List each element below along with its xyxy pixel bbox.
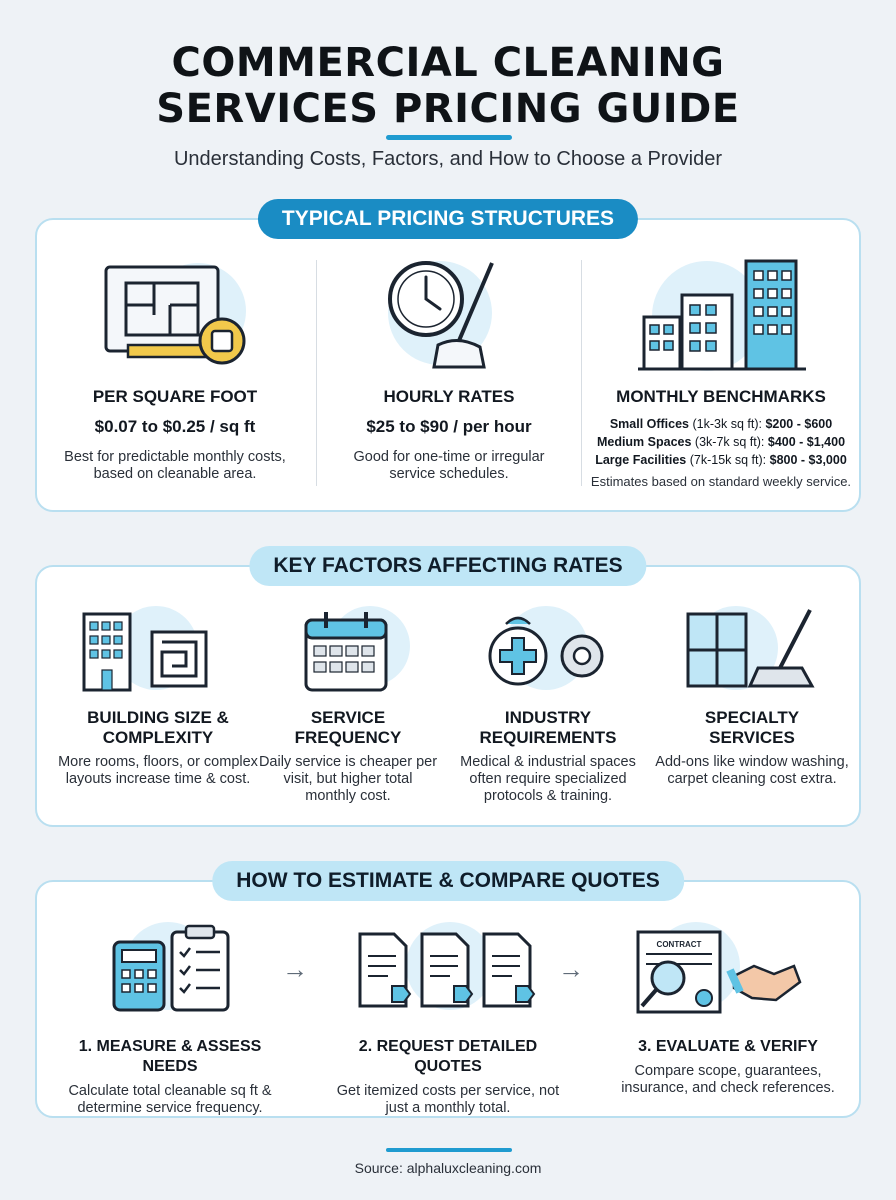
factor-building-size bbox=[48, 708, 268, 788]
pricing-price: $0.07 to $0.25 / sq ft bbox=[94, 417, 256, 436]
title-underline bbox=[386, 135, 512, 140]
pricing-monthly bbox=[585, 387, 857, 490]
step-title: 1. MEASURE & ASSESS NEEDS bbox=[78, 1038, 262, 1075]
steps-heading: HOW TO ESTIMATE & COMPARE QUOTES bbox=[212, 861, 684, 901]
building-maze-icon bbox=[78, 606, 218, 696]
factor-specialty-services bbox=[654, 708, 850, 788]
step-request bbox=[328, 1037, 568, 1117]
step-title: 3. EVALUATE & VERIFY bbox=[638, 1038, 818, 1055]
page-subtitle: Understanding Costs, Factors, and How to Choose a Provider bbox=[173, 148, 723, 170]
factors-heading: KEY FACTORS AFFECTING RATES bbox=[249, 546, 646, 586]
title-line-2: SERVICES PRICING GUIDE bbox=[156, 86, 740, 132]
contract-label: CONTRACT bbox=[656, 940, 702, 949]
factor-desc: More rooms, floors, or complex layouts increase time & cost. bbox=[58, 754, 258, 787]
medical-gear-icon bbox=[484, 606, 614, 696]
pricing-per-sq-ft bbox=[50, 387, 300, 483]
page-title bbox=[0, 40, 896, 132]
documents-tags-icon bbox=[354, 920, 544, 1015]
benchmark-note: Estimates based on standard weekly service. bbox=[590, 474, 852, 489]
contract-handshake-icon bbox=[634, 920, 804, 1015]
factor-service-frequency bbox=[258, 708, 438, 805]
factor-industry-requirements bbox=[448, 708, 648, 805]
pricing-title: HOURLY RATES bbox=[383, 387, 515, 406]
source-credit: Source: alphaluxcleaning.com bbox=[354, 1160, 542, 1176]
pricing-heading: TYPICAL PRICING STRUCTURES bbox=[258, 199, 638, 239]
pricing-hourly bbox=[318, 387, 580, 483]
benchmark-row: Small Offices (1k-3k sq ft): $200 - $600 bbox=[609, 417, 833, 431]
arrow-right-icon: → bbox=[558, 954, 584, 984]
divider bbox=[316, 260, 317, 486]
benchmark-row: Large Facilities (7k-15k sq ft): $800 - $3,000 bbox=[595, 453, 847, 467]
factor-desc: Daily service is cheaper per visit, but higher total monthly cost. bbox=[258, 754, 438, 804]
factor-desc: Medical & industrial spaces often require specialized protocols & training. bbox=[460, 754, 636, 804]
factor-title: INDUSTRY REQUIREMENTS bbox=[479, 708, 617, 747]
step-desc: Get itemized costs per service, not just a monthly total. bbox=[336, 1083, 560, 1116]
pricing-title: MONTHLY BENCHMARKS bbox=[616, 387, 826, 406]
step-desc: Compare scope, guarantees, insurance, and check references. bbox=[621, 1063, 835, 1096]
step-title: 2. REQUEST DETAILED QUOTES bbox=[358, 1038, 538, 1075]
pricing-title: PER SQUARE FOOT bbox=[92, 387, 258, 406]
factor-title: SERVICE FREQUENCY bbox=[294, 708, 402, 747]
title-line-1: COMMERCIAL CLEANING bbox=[171, 40, 725, 86]
calculator-clipboard-icon bbox=[110, 920, 240, 1015]
footer-rule bbox=[386, 1148, 512, 1152]
blueprint-tape-measure-icon bbox=[98, 255, 258, 375]
calendar-icon bbox=[300, 606, 400, 696]
benchmark-row: Medium Spaces (3k-7k sq ft): $400 - $1,400 bbox=[596, 435, 846, 449]
pricing-price: $25 to $90 / per hour bbox=[366, 417, 532, 436]
window-squeegee-icon bbox=[684, 606, 824, 696]
clock-mop-icon bbox=[380, 255, 520, 375]
factor-desc: Add-ons like window washing, carpet cleaning cost extra. bbox=[655, 754, 849, 787]
step-measure bbox=[50, 1037, 290, 1117]
pricing-desc: Good for one-time or irregular service schedules. bbox=[353, 449, 545, 482]
pricing-desc: Best for predictable monthly costs, based on cleanable area. bbox=[64, 449, 286, 482]
arrow-right-icon: → bbox=[282, 954, 308, 984]
benchmark-list bbox=[585, 415, 857, 469]
factor-title: BUILDING SIZE & COMPLEXITY bbox=[87, 708, 229, 747]
step-evaluate bbox=[610, 1037, 846, 1097]
factor-title: SPECIALTY SERVICES bbox=[704, 708, 800, 747]
step-desc: Calculate total cleanable sq ft & determine service frequency. bbox=[68, 1083, 272, 1116]
divider bbox=[581, 260, 582, 486]
office-buildings-icon bbox=[638, 255, 808, 375]
